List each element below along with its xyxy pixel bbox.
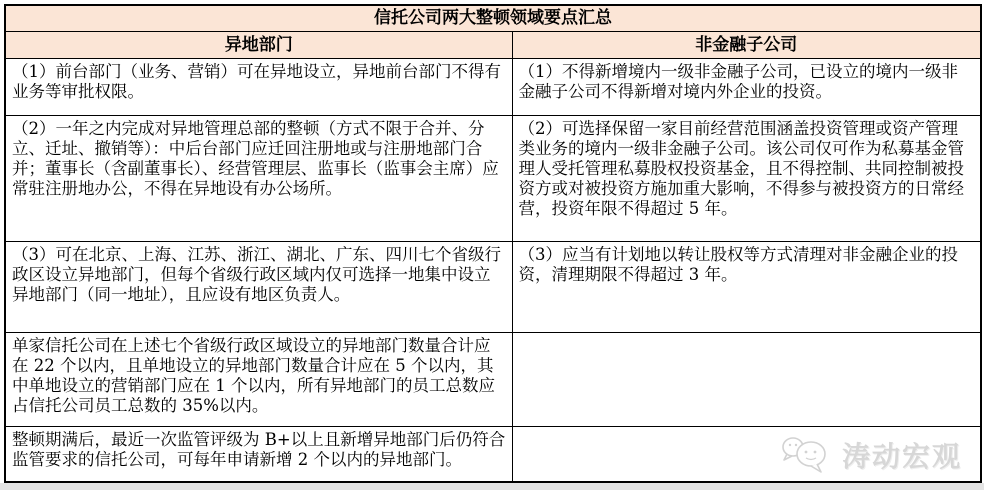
bottom-strip bbox=[0, 483, 984, 490]
table-cell: （3）可在北京、上海、江苏、浙江、湖北、广东、四川七个省级行政区设立异地部门，但每个省级行政区域内仅可选择一地集中设立异地部门（同一地址），且应设有地区负责人。 bbox=[5, 241, 512, 332]
table-cell bbox=[512, 332, 981, 426]
table-title-row bbox=[5, 5, 981, 31]
table-row bbox=[5, 332, 981, 426]
table-cell: （1）不得新增境内一级非金融子公司，已设立的境内一级非金融子公司不得新增对境内外企业的投资。 bbox=[512, 58, 981, 115]
table-row bbox=[5, 115, 981, 241]
table-cell: 整顿期满后，最近一次监管评级为 B+以上且新增异地部门后仍符合监管要求的信托公司，可每年申请新增 2 个以内的异地部门。 bbox=[5, 426, 512, 482]
table-cell: （2）可选择保留一家目前经营范围涵盖投资管理或资产管理类业务的境内一级非金融子公司。该公司仅可作为私募基金管理人受托管理私募股权投资基金，且不得控制、共同控制被投资方或对被投资方施加重大影响，不得参与被投资方的日常经营，投资年限不得超过 5 年。 bbox=[512, 115, 981, 241]
table-title: 信托公司两大整顿领域要点汇总 bbox=[5, 5, 981, 31]
column-header-remote-departments: 异地部门 bbox=[5, 31, 512, 58]
table-cell: （1）前台部门（业务、营销）可在异地设立，异地前台部门不得有业务等审批权限。 bbox=[5, 58, 512, 115]
table-cell: （2）一年之内完成对异地管理总部的整顿（方式不限于合并、分立、迁址、撤销等）：中后台部门应迁回注册地或与注册地部门合并；董事长（含副董事长）、经营管理层、监事长（监事会主席）应常驻注册地办公，不得在异地设有办公场所。 bbox=[5, 115, 512, 241]
summary-table bbox=[4, 4, 982, 483]
watermark-label: 涛动宏观 bbox=[841, 440, 962, 473]
table-cell bbox=[512, 426, 981, 482]
table-row bbox=[5, 241, 981, 332]
table-row bbox=[5, 426, 981, 482]
table-row bbox=[5, 58, 981, 115]
table-cell: （3）应当有计划地以转让股权等方式清理对非金融企业的投资，清理期限不得超过 3 年。 bbox=[512, 241, 981, 332]
column-header-nonfinancial-subsidiaries: 非金融子公司 bbox=[512, 31, 981, 58]
table-header-row bbox=[5, 31, 981, 58]
table-cell: 单家信托公司在上述七个省级行政区域设立的异地部门数量合计应在 22 个以内，且单地设立的异地部门数量合计应在 5 个以内，其中单地设立的营销部门应在 1 个以内，所有异地部门的员工总数应占信托公司员工总数的 35%以内。 bbox=[5, 332, 512, 426]
